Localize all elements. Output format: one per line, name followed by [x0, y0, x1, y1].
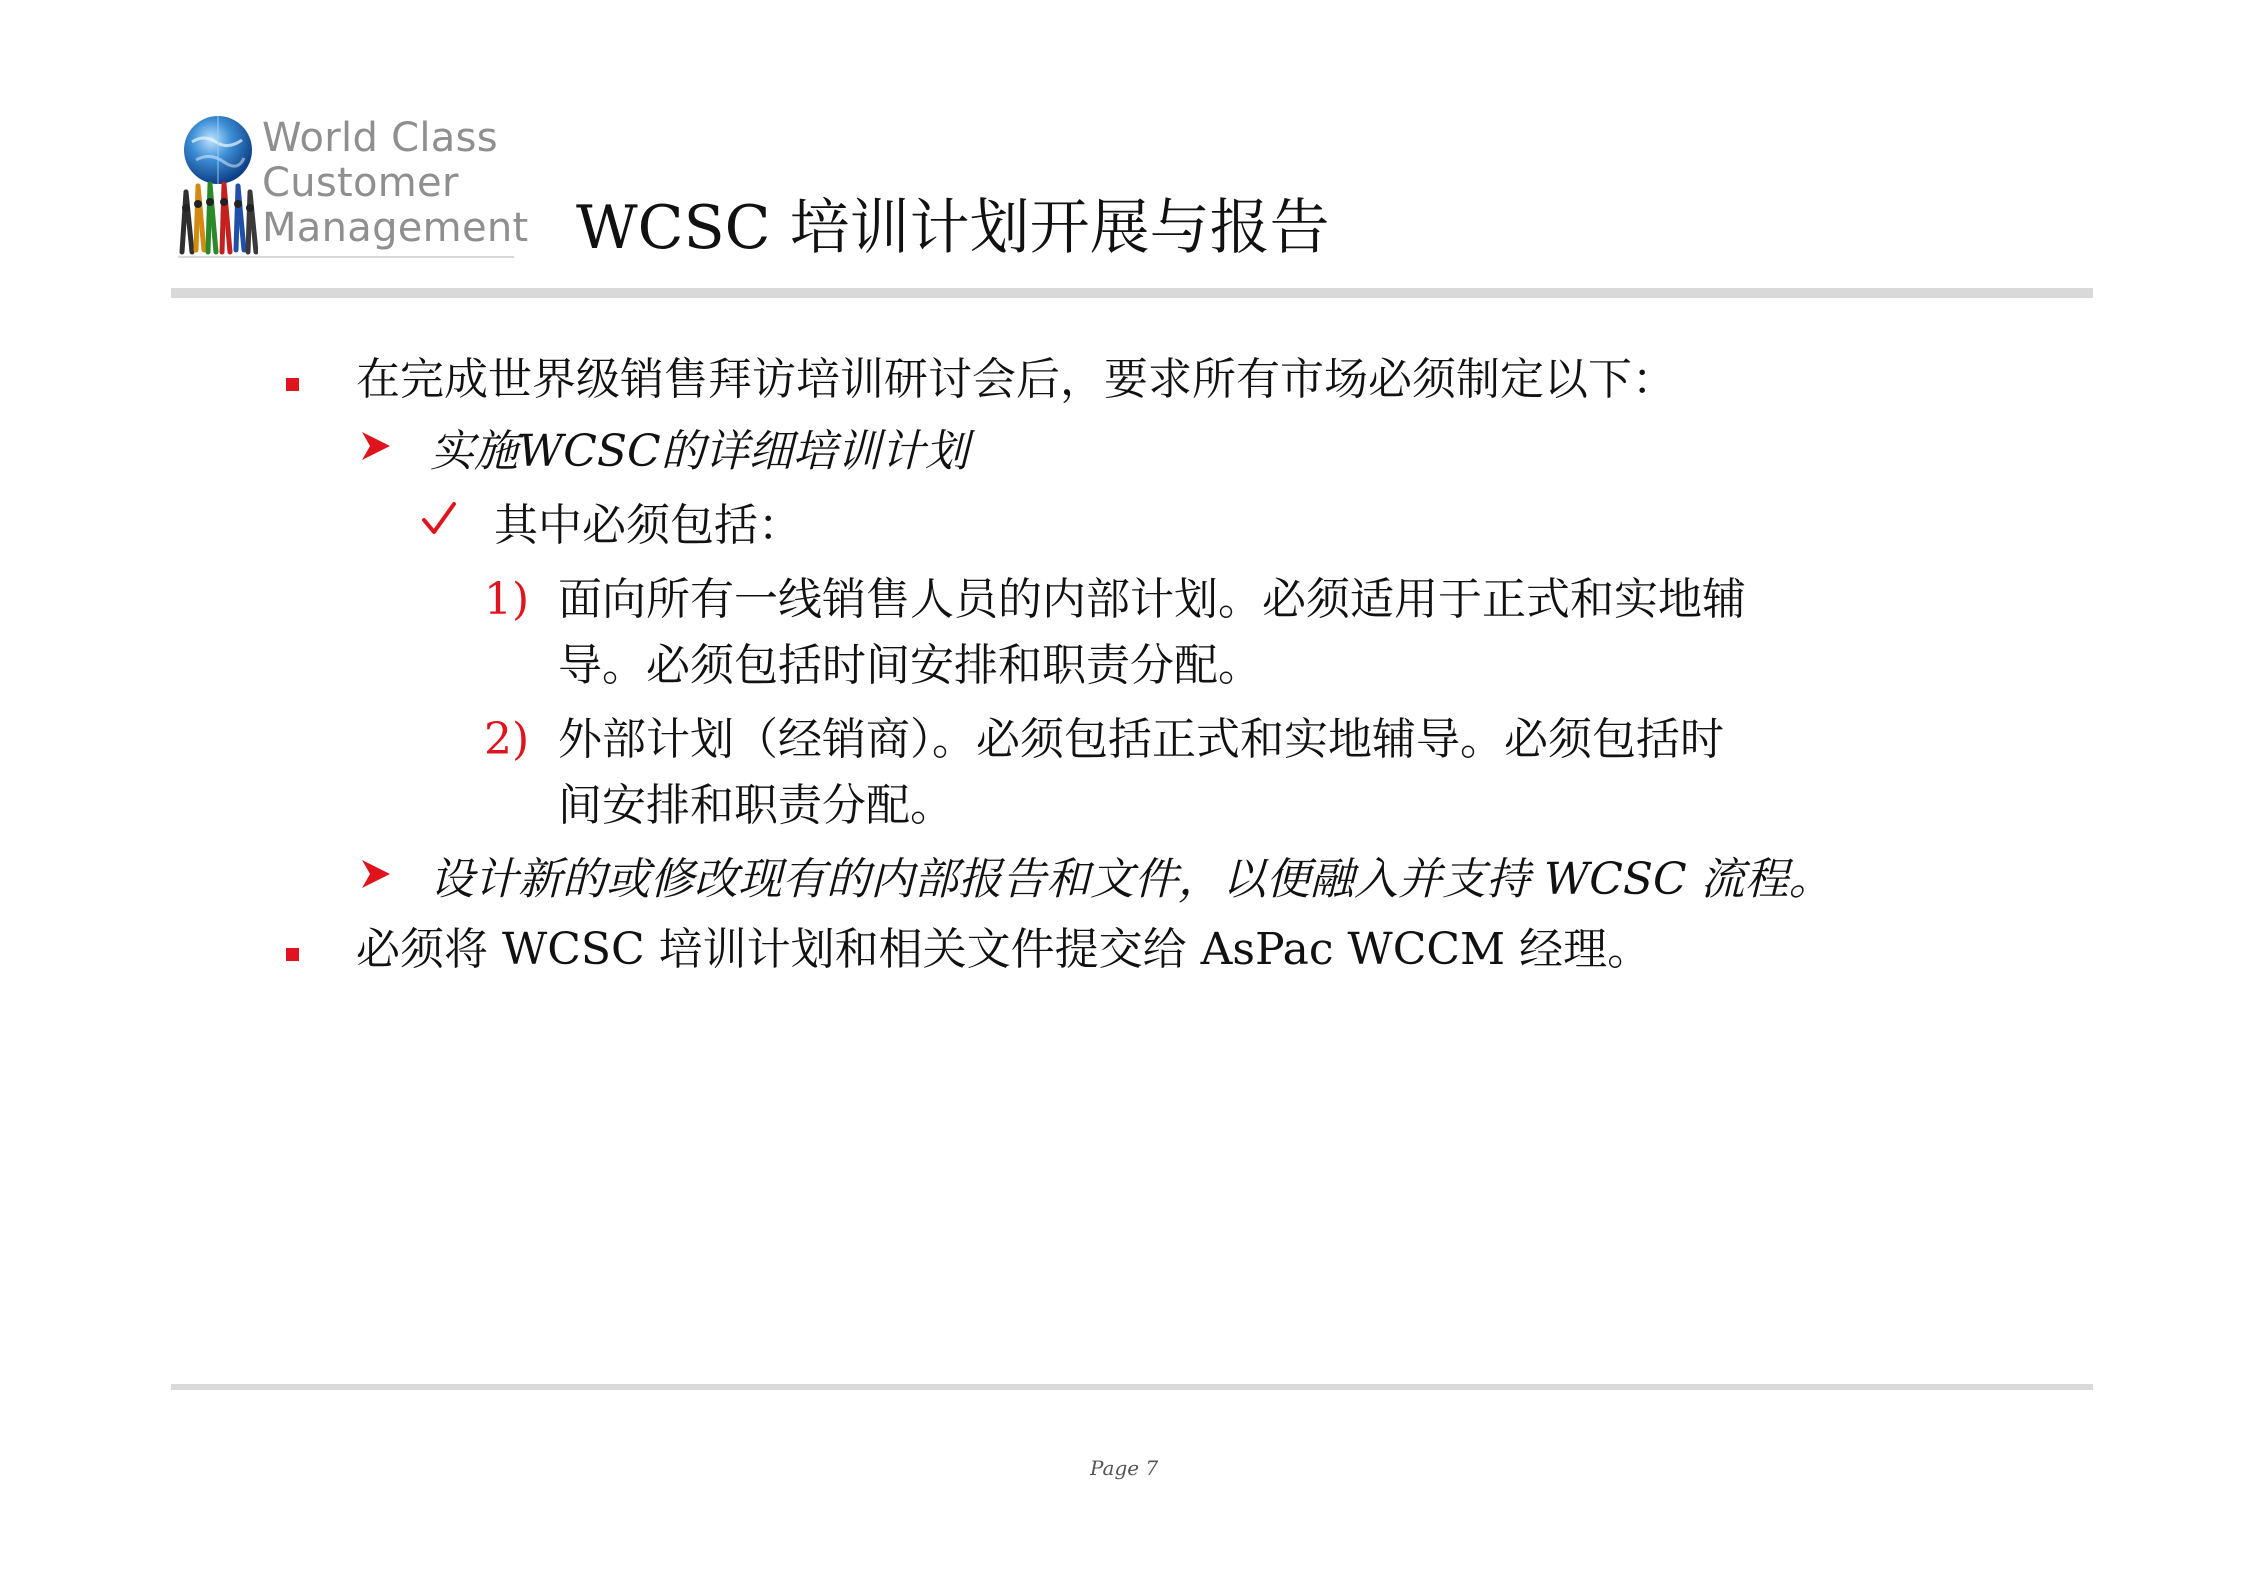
page-title: WCSC 培训计划开展与报告: [576, 193, 1330, 263]
check-text-1: 其中必须包括：: [494, 500, 802, 551]
arrow-bullet-icon: [358, 428, 394, 464]
logo-line-1: World Class: [262, 115, 498, 161]
bullet-square-icon: [286, 948, 299, 961]
item-1-line-2: 导。必须包括时间安排和职责分配。: [558, 640, 1262, 691]
bullet-text-2: 必须将 WCSC 培训计划和相关文件提交给 AsPac WCCM 经理。: [356, 924, 1652, 975]
sub-bullet-text-2: 设计新的或修改现有的内部报告和文件，以便融入并支持 WCSC 流程。: [430, 854, 1833, 905]
logo-text: [262, 116, 529, 251]
arrow-bullet-icon: [358, 856, 394, 892]
item-2-line-1: 外部计划（经销商）。必须包括正式和实地辅导。必须包括时: [558, 714, 1724, 765]
logo-line-3: Management: [262, 205, 529, 251]
logo-line-2: Customer: [262, 160, 459, 206]
sub-bullet-text-1: 实施WCSC的详细培训计划: [430, 426, 969, 477]
item-2-line-2: 间安排和职责分配。: [558, 780, 954, 831]
bullet-text-1: 在完成世界级销售拜访培训研讨会后，要求所有市场必须制定以下：: [356, 354, 1676, 405]
header-divider: [171, 288, 2093, 298]
footer-divider: [171, 1384, 2093, 1390]
item-1-line-1: 面向所有一线销售人员的内部计划。必须适用于正式和实地辅: [558, 574, 1746, 625]
bullet-square-icon: [286, 378, 299, 391]
globe-with-people-icon: [178, 112, 258, 262]
item-number-1: 1): [484, 574, 530, 625]
page-number: Page 7: [1090, 1456, 1159, 1480]
logo-underline: [178, 256, 514, 258]
item-number-2: 2): [484, 714, 530, 765]
checkmark-icon: [420, 500, 458, 538]
company-logo: [178, 112, 529, 262]
